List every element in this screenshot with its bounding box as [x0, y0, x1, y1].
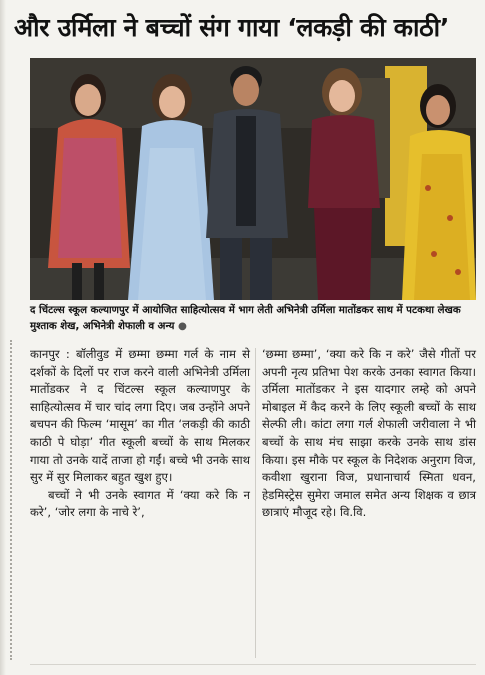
caption-text: द चिंटल्स स्कूल कल्याणपुर में आयोजित साहित्योत्सव में भाग लेती अभिनेत्री उर्मिला मातोंडकर साथ में पटकथा लेखक मुश्ताक शेख, अभिनेत्री शेफाली व अन्य — [30, 305, 461, 332]
group-photo — [30, 58, 476, 300]
headline: और उर्मिला ने बच्चों संग गाया ‘लकड़ी की काठी’ — [14, 13, 450, 42]
article-column-left — [30, 346, 250, 522]
photo-caption — [30, 303, 476, 335]
paragraph: ‘छम्मा छम्मा’, ‘क्या करे कि न करे’ जैसे गीतों पर अपनी नृत्य प्रतिभा पेश करके उनका स्वागत किया। उर्मिला मातोंडकर ने इस यादगार लम्हे को अपने मोबाइल में कैद करने के लिए स्कूली बच्चों के साथ सेल्फी ली। कांटा लगा गर्ल शेफाली जरीवाला ने भी बच्चों के साथ मंच साझा करके उनके साथ डांस किया। इस मौके पर स्कूल के निदेशक अनुराग विज, कवीशा खुराना विज, प्रधानाचार्य स्मिता धवन, हेडमिस्ट्रेस सुमेरा जमाल समेत अन्य शिक्षक व छात्र छात्राएं मौजूद रहे। वि.वि. — [262, 347, 476, 520]
article-column-right — [262, 346, 476, 522]
bottom-rule — [30, 664, 476, 665]
group-photo-icon — [30, 58, 476, 300]
cut-line — [10, 340, 16, 660]
paragraph: कानपुर : बॉलीवुड में छम्मा छम्मा गर्ल के नाम से दर्शकों के दिलों पर राज करने वाली अभिनेत्री उर्मिला मातोंडकर ने द चिंटल्स स्कूल कल्याणपुर के साहित्योत्सव में चार चांद लगा दिए। जब उन्होंने अपने बचपन की फिल्म ‘मासूम’ का गीत ‘लकड़ी की काठी काठी पे घोड़ा’ गीत स्कूली बच्चों के साथ मिलकर गाया तो उनके यादें ताजा हो गईं। बच्चे भी उनके साथ सुर में सुर मिलाकर बहुत खुश हुए। — [30, 347, 250, 485]
caption-end-glyph: ● — [177, 321, 187, 332]
column-divider — [255, 348, 256, 658]
paragraph: बच्चों ने भी उनके स्वागत में ‘क्या करे कि न करे’, ‘जोर लगा के नाचे रे’, — [30, 487, 250, 520]
page-edge-shadow — [0, 0, 6, 675]
